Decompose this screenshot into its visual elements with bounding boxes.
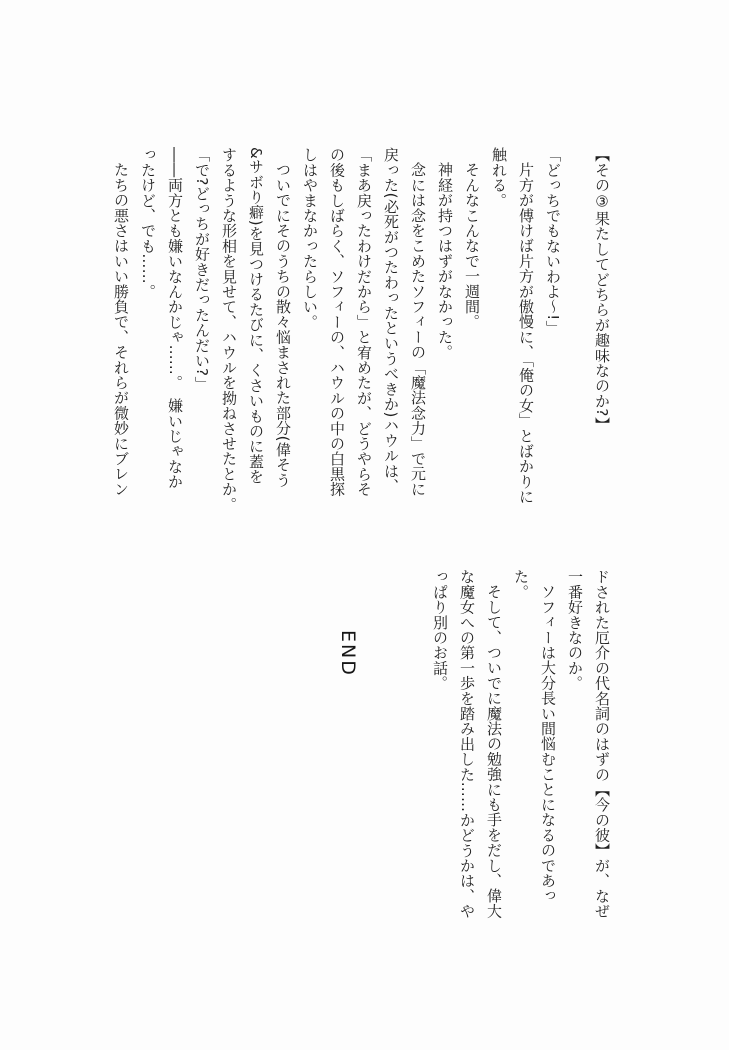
text-line: &サボり癖)を見つけるたびに、くさいものに蓋を: [247, 147, 265, 485]
text-line: な魔女への第一歩を踏み出した……かどうかは、や: [458, 569, 476, 919]
section-heading-line: 【その③果たしてどちらが趣味なのか?】: [593, 147, 611, 432]
text-line: 念には念をこめたソフィーの「魔法念力」で元に: [409, 162, 427, 497]
text-line: ――両方とも嫌いなんかじゃ……。 嫌いじゃなか: [166, 147, 184, 490]
text-line: たちの悪さはいい勝負で、それらが微妙にブレン: [112, 162, 130, 497]
vertical-text-block-top: [107, 147, 615, 532]
text-line: そして、ついでに魔法の勉強にも手をだし、偉大: [485, 584, 503, 919]
text-line: の後もしばらく、ソフィーの、ハウルの中の白黒探: [328, 147, 346, 497]
text-line: ソフィーは大分長い間悩むことになるのであっ: [539, 584, 557, 904]
text-line: 「まあ戻ったわけだから」と宥めたが、どうやらそ: [355, 147, 373, 497]
text-line: 片方が傅けば片方が傲慢に、「俺の女」とばかりに: [517, 162, 535, 505]
text-line: ったけど、でも……。: [139, 147, 157, 299]
text-line: しはやまなかったらしい。: [301, 147, 319, 330]
text-line: ついでにそのうちの散々悩まされた部分(偉そう: [274, 162, 292, 488]
end-label: END: [337, 630, 359, 677]
text-line: た。: [512, 569, 530, 600]
text-line: 触れる。: [490, 147, 508, 208]
text-line: っぱり別のお話。: [431, 569, 449, 691]
text-line: ドされた厄介の代名詞のはずの【今の彼】が、なぜ: [593, 569, 611, 919]
text-line: 「で?どっちが好きだったんだい?」: [193, 147, 211, 392]
vertical-text-block-bottom: [426, 569, 615, 959]
text-line: 戻った(必死がつたわったというべきか)ハウルは、: [382, 147, 400, 494]
text-line: 「どっちでもないわよ〜!」: [544, 147, 562, 336]
text-line: するような形相を見せて、ハウルを拗ねさせたとか。: [220, 147, 238, 512]
text-line: そんなこんなで一週間。: [463, 162, 481, 330]
text-line: 一番好きなのか。: [566, 569, 584, 691]
text-line: 神経が持つはずがなかった。: [436, 162, 454, 360]
